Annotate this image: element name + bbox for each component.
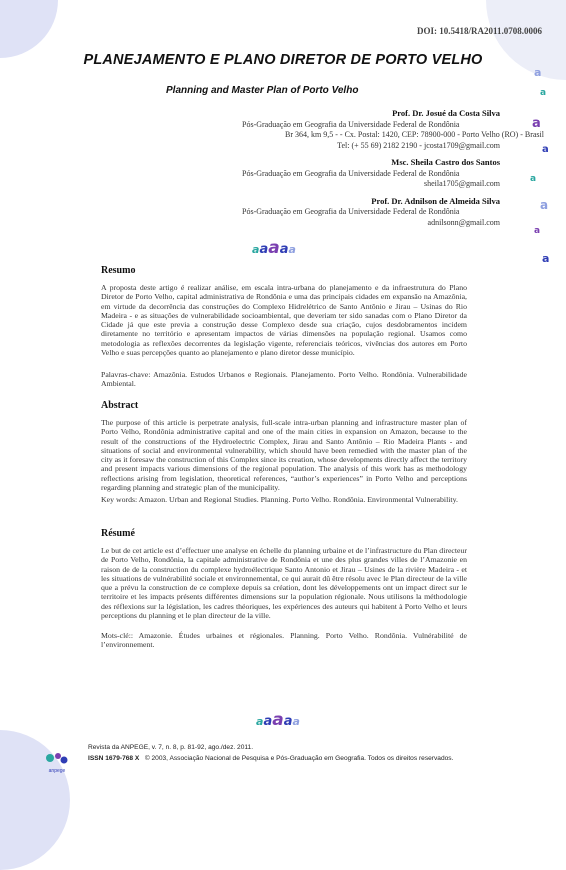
article-title: PLANEJAMENTO E PLANO DIRETOR DE PORTO VELHO (83, 52, 483, 68)
author-affiliation: Pós-Graduação em Geografia da Universidade Federal de Rondônia (242, 119, 460, 129)
abstract-heading: Abstract (101, 400, 139, 411)
footer-issn: ISSN 1679-768 X (88, 755, 140, 762)
resume-heading: Résumé (101, 528, 135, 539)
anpege-letter-logo-top: aaaaa (252, 238, 296, 258)
author-address: Br 364, km 9,5 - - Cx. Postal: 1420, CEP: 78900-000 - Porto Velho (RO) - Brasil (285, 130, 544, 139)
abstract-keywords: Key words: Amazon. Urban and Regional Studies. Planning. Porto Velho. Rondônia. Environmental Vulnerability. (101, 495, 458, 504)
author-name: Prof. Dr. Adnilson de Almeida Silva (371, 195, 500, 206)
anpege-logo-icon (40, 750, 74, 774)
author-block (180, 157, 500, 190)
author-list (180, 108, 544, 234)
author-block (180, 108, 544, 151)
footer-citation: Revista da ANPEGE, v. 7, n. 8, p. 81-92, ago./dez. 2011. (88, 744, 254, 751)
author-affiliation: Pós-Graduação em Geografia da Universidade Federal de Rondônia (242, 168, 460, 178)
resume-keywords: Mots-clé:: Amazonie. Études urbaines et régionales. Planning. Porto Velho. Rondônia. Vulnérabilité de l’environnement. (101, 631, 467, 650)
resumo-keywords: Palavras-chave: Amazônia. Estudos Urbanos e Regionais. Planejamento. Porto Velho. Rondônia. Vulnerabilidade Ambiental. (101, 370, 467, 389)
resumo-heading: Resumo (101, 265, 136, 276)
author-block (180, 196, 500, 229)
author-email: adnilsonn@gmail.com (427, 217, 500, 227)
resumo-text: A proposta deste artigo é realizar análise, em escala intra-urbana do planejamento e da infraestrutura do Plano Diretor de Porto Velho, capital administrativa de Rondônia e uma das principais cidades em expansão na Amazônia, em virtude da decorrência das construções do Complexo Hidrelétrico de Santo Antônio e Jirau – Usinas do Rio Madeira - e as situações de vulnerabilidade socioambiental, que deveriam ter sido sanadas com o Plano Diretor da Cidade já que este previa a construção desse Complexo desde sua criação, cujos desdobramentos incidem diretamente no território e apresentam impactos de várias dimensões na população regional. Usamos como metodologia as reflexões decorrentes da legislação vigente, referenciais teóricos, vivências dos autores em Porto Velho e suas percepções quanto ao planejamento e plano diretor desse município. (101, 283, 467, 358)
author-name: Msc. Sheila Castro dos Santos (391, 157, 500, 167)
doi-label: DOI: 10.5418/RA2011.0708.0006 (416, 26, 542, 36)
author-email: sheila1705@gmail.com (423, 179, 500, 188)
anpege-logo-caption: anpege (48, 768, 66, 774)
footer-copyright (88, 755, 453, 762)
author-contact: Tel: (+ 55 69) 2182 2190 - jcosta1709@gmail.com (337, 140, 500, 150)
resume-text: Le but de cet article est d’effectuer une analyse en échelle du planning urbaine et de l’infrastructure du Plan directeur de Porto Velho, Rondônia, la capitale administrative de Rondônia et une des plus grandes villes de l’Amazonie en raison de de la construction du complexe hydroélectrique Santo Antonio et Jirau – Usines de la rivière Madeira - et les situations de vulnérabilité sociale et environnemental, ce qui aurait dû être résolu avec le Plan directeur de la ville que a prévu la construction de ce complexe depuis sa création, dont les développements ont un impact direct sur le territoire et les impacts présents différentes dimensions sur la population régionale. Nous utilisons la méthodologie des réflexions sur la législation, les cadres théoriques, les expériences des auteurs qui habitent à Porto Velho et leurs perceptions du planning et le plan directeur de la ville. (101, 546, 467, 621)
side-letter-decoration: a a a a a a a a (530, 66, 550, 265)
footer-rights: © 2003, Associação Nacional de Pesquisa e Pós-Graduação em Geografia. Todos os direitos reservados. (144, 755, 454, 762)
author-name: Prof. Dr. Josué da Costa Silva (392, 108, 500, 118)
author-affiliation: Pós-Graduação em Geografia da Universidade Federal de Rondônia (242, 207, 460, 216)
article-subtitle: Planning and Master Plan of Porto Velho (166, 85, 359, 96)
anpege-letter-logo-bottom: aaaaa (256, 710, 300, 730)
abstract-text: The purpose of this article is perpetrate analysis, full-scale intra-urban planning and infrastructure master plan of Porto Velho, Rondônia administrative capital and one of the main cities in expansion on Amazon, because to the result of the constructions of the Hydroelectric Complex, Jirau and Santo Antônio – Rio Madeira Plants - and situations of social and environmental vulnerability, which should have been remedied with the master plan of the city as it foresaw the construction of this Complex since its creation, whose developments directly affect the territory and present impacts various dimensions of the regional population. The analysis of this work has as methodology reflections arising from legislation, theoretical references, “author’s experiences” in Porto Velho and perceptions regarding planning and strategic plan of the municipality. (101, 418, 467, 493)
corner-decoration-top-left (0, 0, 58, 58)
